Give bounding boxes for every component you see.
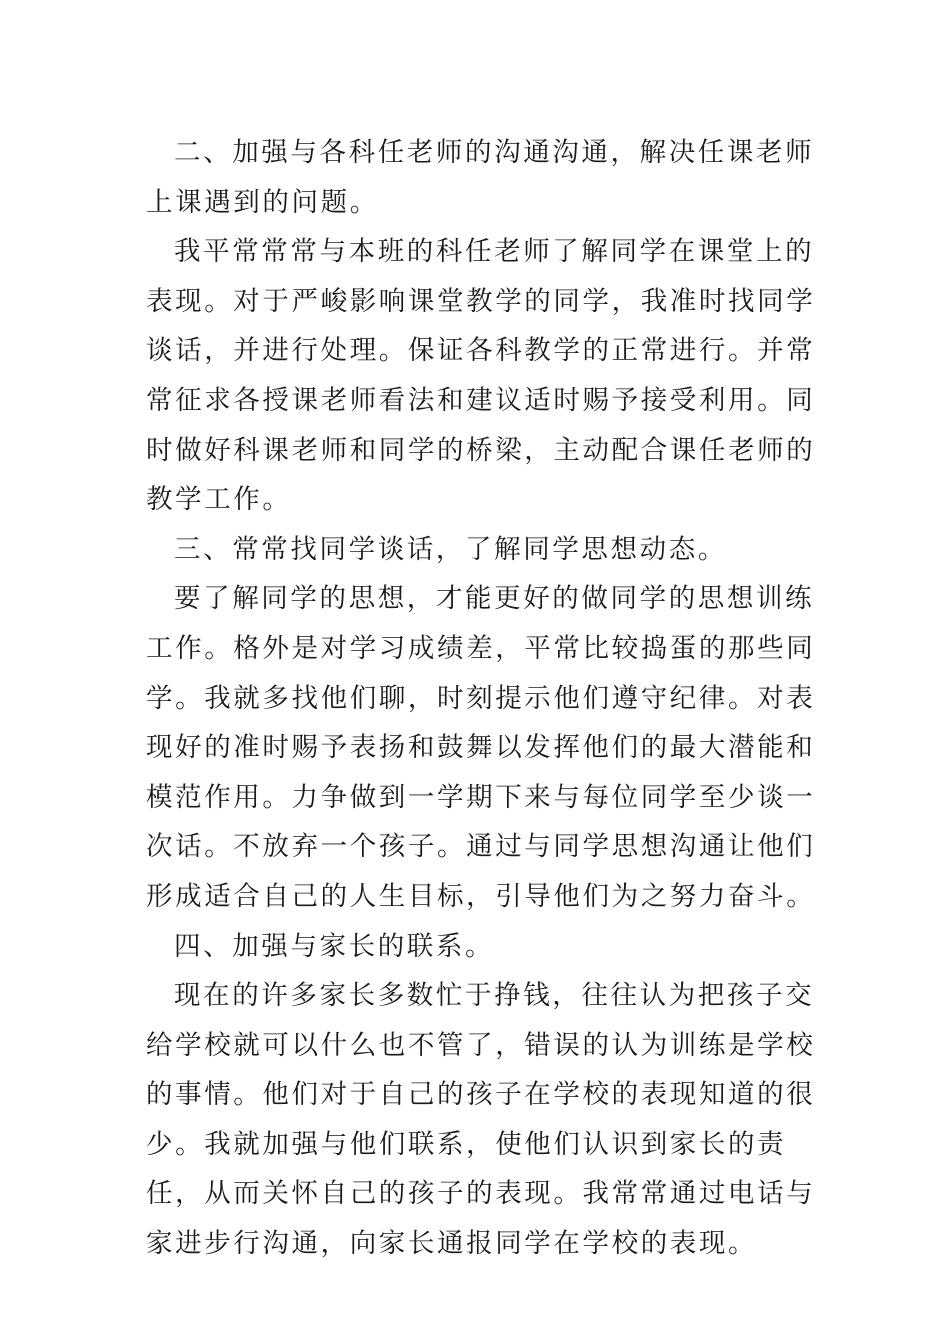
section-heading-2: 二、加强与各科任老师的沟通沟通，解决任课老师上课遇到的问题。: [146, 137, 815, 218]
paragraph: 要了解同学的思想，才能更好的做同学的思想训练工作。格外是对学习成绩差，平常比较捣蛋的那些同学。我就多找他们聊，时刻提示他们遵守纪律。对表现好的准时赐予表扬和鼓舞以发挥他们的最大潜能和模范作用。力争做到一学期下来与每位同学至少谈一次话。不放弃一个孩子。通过与同学思想沟通让他们形成适合自己的人生目标，引导他们为之努力奋斗。: [146, 583, 816, 912]
paragraph: 我平常常常与本班的科任老师了解同学在课堂上的表现。对于严峻影响课堂教学的同学，我准时找同学谈话，并进行处理。保证各科教学的正常进行。并常常征求各授课老师看法和建议适时赐予接受利用。同时做好科课老师和同学的桥梁，主动配合课任老师的教学工作。: [146, 236, 816, 516]
document-body: [146, 128, 826, 1269]
section-heading-3: 三、常常找同学谈话，了解同学思想动态。: [174, 533, 727, 565]
section-heading-4: 四、加强与家长的联系。: [174, 930, 495, 962]
paragraph: 现在的许多家长多数忙于挣钱，往往认为把孩子交给学校就可以什么也不管了，错误的认为训练是学校的事情。他们对于自己的孩子在学校的表现知道的很少。我就加强与他们联系，使他们认识到家长的责任，从而关怀自己的孩子的表现。我常常通过电话与家进步行沟通，向家长通报同学在学校的表现。: [146, 980, 816, 1260]
